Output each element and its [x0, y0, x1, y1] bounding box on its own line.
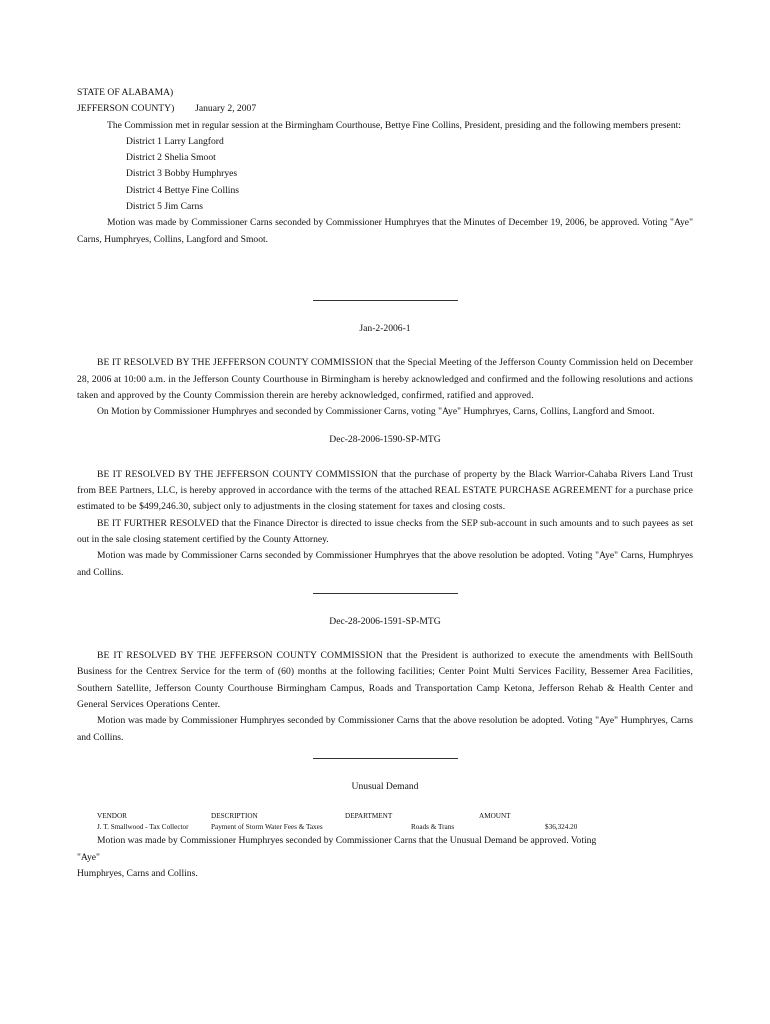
- table-row: [97, 822, 577, 833]
- document-page: [77, 85, 693, 882]
- member-district-2: District 2 Shelia Smoot: [126, 152, 216, 164]
- unusual-demand-table: [97, 811, 577, 833]
- unusual-demand-motion-line-2: "Aye": [77, 851, 100, 863]
- unusual-demand-motion-line-3: Humphryes, Carns and Collins.: [77, 867, 198, 879]
- member-district-5: District 5 Jim Carns: [126, 201, 204, 213]
- county-label: JEFFERSON COUNTY): [77, 103, 175, 115]
- motion-paragraph: Motion was made by Commissioner Humphryes seconded by Commissioner Carns that the above resolution be adopted. Voting "Aye" Humphryes, Carns and Collins.: [77, 715, 693, 743]
- description-cell: [211, 822, 345, 833]
- vendor-cell: J. T. Smallwood - Tax Collector: [97, 823, 189, 832]
- section-heading-dec-28-2006-1591: Dec-28-2006-1591-SP-MTG: [329, 615, 441, 627]
- meeting-date: January 2, 2007: [195, 103, 257, 115]
- resolution-paragraph: BE IT RESOLVED BY THE JEFFERSON COUNTY COMMISSION that the Special Meeting of the Jefferson County Commission held on December 28, 2006 at 10:00 a.m. in the Jefferson County Courthouse in Birmingham is hereby acknowledged and confirmed and the following resolutions and actions taken and approved by the County Commission therein are hereby acknowledged, confirmed, ratified and approved.: [77, 357, 693, 401]
- section-heading-dec-28-2006-1590: Dec-28-2006-1590-SP-MTG: [329, 434, 441, 446]
- section-heading-jan-2-2006-1: Jan-2-2006-1: [359, 322, 411, 334]
- motion-paragraph: Motion was made by Commissioner Carns seconded by Commissioner Humphryes that the above resolution be adopted. Voting "Aye" Carns, Humphryes and Collins.: [77, 550, 693, 578]
- further-resolution-paragraph: BE IT FURTHER RESOLVED that the Finance Director is directed to issue checks from the SEP sub-account in such amounts and to such payees as set out in the sale closing statement certified by the County Attorney.: [77, 517, 693, 545]
- column-header-amount: AMOUNT: [479, 812, 511, 821]
- resolution-paragraph: BE IT RESOLVED BY THE JEFFERSON COUNTY COMMISSION that the purchase of property by the Black Warrior-Cahaba Rivers Land Trust from BEE Partners, LLC, is hereby approved in accordance with the terms of the attached REAL ESTATE PURCHASE AGREEMENT for a purchase price estimated to be $499,246.30, subject only to adjustments in the closing statement for taxes and closing costs.: [77, 468, 693, 513]
- description-text: Payment of Storm Water Fees & Taxes: [211, 823, 323, 832]
- intro-paragraph: The Commission met in regular session at the Birmingham Courthouse, Bettye Fine Collins, President, presiding and the following members present:: [107, 119, 681, 131]
- column-header-vendor: VENDOR: [97, 812, 127, 821]
- county-date-line: [77, 101, 693, 117]
- member-district-3: District 3 Bobby Humphryes: [126, 168, 238, 180]
- unusual-demand-heading: Unusual Demand: [351, 780, 419, 792]
- minutes-motion-paragraph: Motion was made by Commissioner Carns seconded by Commissioner Humphryes that the Minutes of December 19, 2006, be approved. Voting "Aye" Carns, Humphryes, Collins, Langford and Smoot.: [77, 217, 693, 245]
- department-cell: Roads & Trans: [411, 823, 455, 832]
- unusual-demand-motion-line-1: Motion was made by Commissioner Humphryes seconded by Commissioner Carns that the Unusual Demand be approved. Voting: [97, 835, 597, 847]
- amount-cell: $36,324.20: [545, 823, 578, 832]
- member-district-1: District 1 Larry Langford: [126, 135, 224, 147]
- column-header-department: DEPARTMENT: [345, 812, 393, 821]
- member-district-4: District 4 Bettye Fine Collins: [126, 184, 239, 196]
- state-line: STATE OF ALABAMA): [77, 87, 174, 98]
- motion-paragraph: On Motion by Commissioner Humphryes and seconded by Commissioner Carns, voting "Aye" Humphryes, Carns, Collins, Langford and Smoot.: [97, 406, 655, 418]
- table-header-row: [97, 811, 577, 822]
- resolution-paragraph: BE IT RESOLVED BY THE JEFFERSON COUNTY COMMISSION that the President is authorized to execute the amendments with BellSouth Business for the Centrex Service for the term of (60) months at the following facilities; Center Point Multi Services Facility, Bessemer Area Facilities, Southern Satellite, Jefferson County Courthouse Birmingham Campus, Roads and Transportation Camp Ketona, Jefferson Rehab & Health Center and General Services Operations Center.: [77, 650, 693, 711]
- column-header-description: DESCRIPTION: [211, 812, 258, 821]
